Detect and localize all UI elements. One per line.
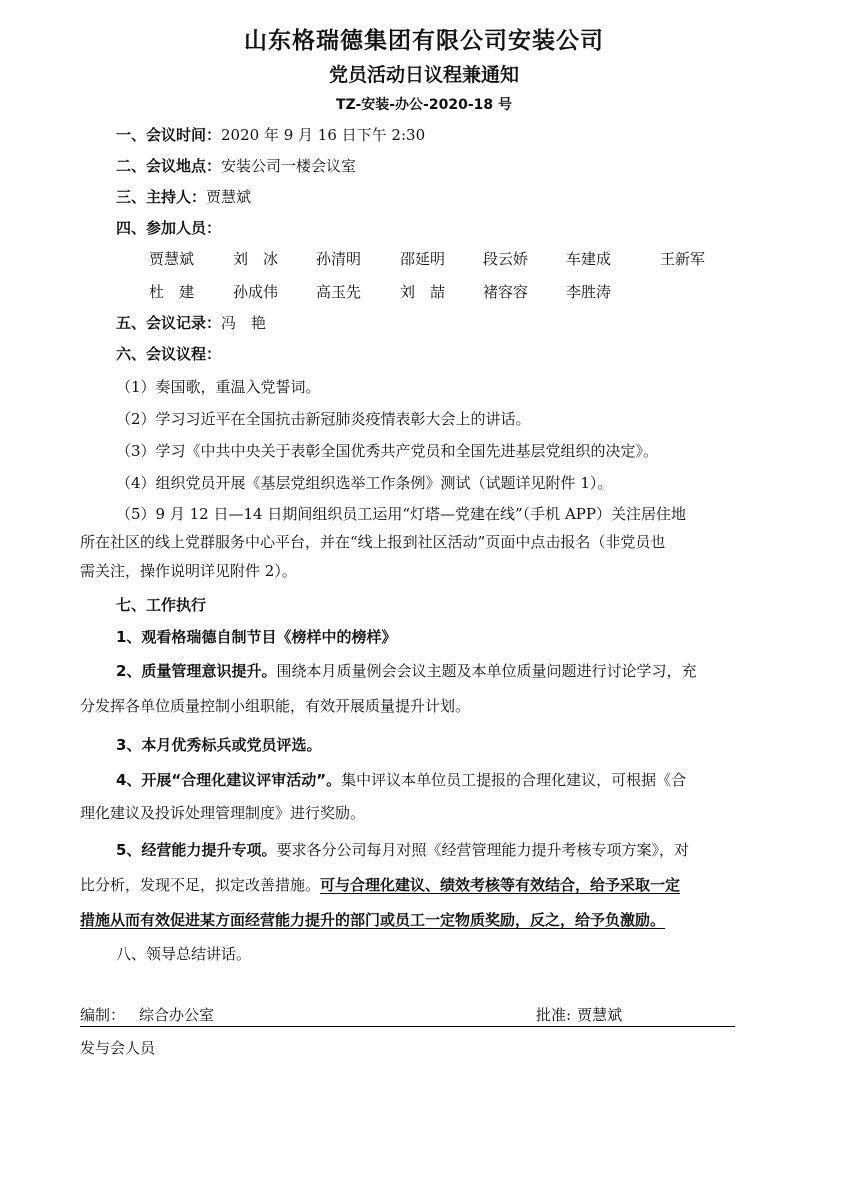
agenda-item-5-line-1: （5）9 月 12 日—14 日期间组织员工运用“灯塔—党建在线”（手机 APP）关注居住地	[116, 505, 686, 523]
agenda-item-1: （1）奏国歌，重温入党誓词。	[116, 378, 321, 396]
attendee-name: 车建成	[566, 250, 612, 268]
closing-item-8: 八、领导总结讲话。	[116, 945, 252, 963]
work-heading: 七、工作执行	[116, 596, 207, 614]
attendee-name: 李胜涛	[566, 283, 612, 301]
attendee-name: 孙清明	[316, 250, 362, 268]
work-item-5-title: 5、经营能力提升专项。	[116, 841, 277, 859]
distribution: 发与会人员	[80, 1039, 156, 1057]
work-item-4-title: 4、开展“合理化建议评审活动”。	[116, 771, 342, 789]
work-item-2-line-1	[116, 661, 696, 681]
attendee-name: 孙成伟	[233, 283, 279, 301]
attendee-name: 褚容容	[483, 283, 529, 301]
agenda-heading	[116, 344, 221, 364]
attendee-name: 刘 喆	[400, 283, 446, 301]
compiled-by	[80, 1005, 214, 1025]
footer-rule	[80, 1026, 735, 1027]
recorder-label: 五、会议记录：	[116, 314, 222, 332]
meeting-time-row	[116, 125, 425, 145]
work-item-3: 3、本月优秀标兵或党员评选。	[116, 736, 322, 754]
attendee-name: 段云娇	[483, 250, 529, 268]
work-item-5-line-3: 措施从而有效促进某方面经营能力提升的部门或员工一定物质奖励，反之，给予负激励。	[80, 911, 666, 929]
agenda-item-5-line-2: 所在社区的线上党群服务中心平台，并在“线上报到社区活动”页面中点击报名（非党员也	[80, 533, 666, 551]
agenda-item-4: （4）组织党员开展《基层党组织选举工作条例》测试（试题详见附件 1）。	[116, 474, 613, 492]
meeting-place-value: 安装公司一楼会议室	[221, 157, 357, 175]
attendee-name: 刘 冰	[233, 250, 279, 268]
attendee-name: 杜 建	[149, 283, 195, 301]
attendee-name: 贾慧斌	[149, 250, 195, 268]
recorder-value: 冯 艳	[221, 314, 267, 332]
work-item-2-text: 围绕本月质量例会会议主题及本单位质量问题进行讨论学习，充	[276, 662, 697, 680]
approved-label: 批准:	[536, 1006, 572, 1024]
approved-by	[536, 1005, 622, 1025]
document-title: 党员活动日议程兼通知	[328, 64, 519, 86]
meeting-place-label: 二、会议地点：	[116, 157, 222, 175]
work-item-5-text: 要求各分公司每月对照《经营管理能力提升考核专项方案》，对	[276, 841, 689, 859]
meeting-place-row	[116, 156, 356, 176]
meeting-host-row	[116, 187, 251, 207]
work-item-4-text: 集中评议本单位员工提报的合理化建议，可根据《合	[341, 771, 687, 789]
work-item-1: 1、观看格瑞德自制节目《榜样中的榜样》	[116, 628, 397, 646]
agenda-item-2: （2）学习习近平在全国抗击新冠肺炎疫情表彰大会上的讲话。	[116, 410, 531, 428]
attendees-heading	[116, 218, 221, 238]
agenda-label: 六、会议议程：	[116, 345, 222, 363]
work-item-5-plain: 比分析，发现不足，拟定改善措施。	[80, 876, 321, 894]
approved-value: 贾慧斌	[577, 1006, 623, 1024]
agenda-item-5-line-3: 需关注，操作说明详见附件 2）。	[80, 562, 297, 580]
agenda-item-3: （3）学习《中共中央关于表彰全国优秀共产党员和全国先进基层党组织的决定》。	[116, 442, 659, 460]
compiled-label: 编制：	[80, 1006, 126, 1024]
work-item-5-underlined: 可与合理化建议、绩效考核等有效结合，给予采取一定	[320, 876, 681, 894]
attendees-label: 四、参加人员：	[116, 219, 222, 237]
work-item-4-line-1	[116, 770, 686, 790]
recorder-row	[116, 313, 266, 333]
work-item-2-title: 2、质量管理意识提升。	[116, 662, 277, 680]
meeting-host-value: 贾慧斌	[206, 188, 252, 206]
document-number: TZ-安装-办公-2020-18 号	[335, 97, 513, 113]
work-item-5-line-1	[116, 840, 689, 860]
work-item-5-line-2	[80, 875, 680, 895]
attendee-name: 高玉先	[316, 283, 362, 301]
attendee-name: 邵延明	[400, 250, 446, 268]
meeting-host-label: 三、主持人：	[116, 188, 207, 206]
compiled-value: 综合办公室	[139, 1006, 215, 1024]
work-item-4-line-2: 理化建议及投诉处理管理制度》进行奖励。	[80, 804, 366, 822]
meeting-time-label: 一、会议时间：	[116, 126, 222, 144]
meeting-time-value: 2020 年 9 月 16 日下午 2:30	[221, 126, 426, 144]
work-item-2-line-2: 分发挥各单位质量控制小组职能，有效开展质量提升计划。	[80, 697, 471, 715]
attendee-name: 王新军	[660, 250, 706, 268]
company-title: 山东格瑞德集团有限公司安装公司	[244, 28, 604, 54]
